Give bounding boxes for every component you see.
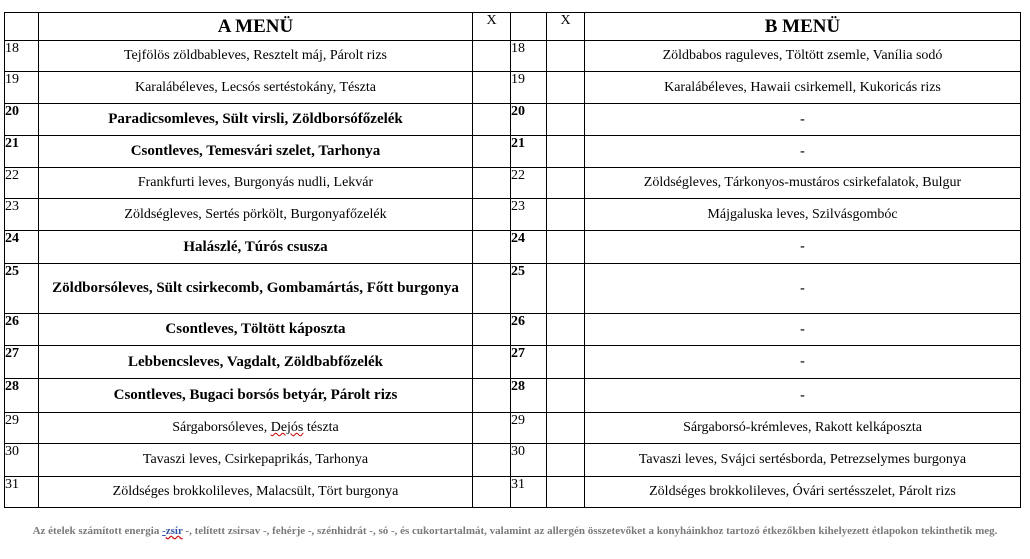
a-menu-x-checkbox-cell[interactable]	[473, 72, 511, 104]
b-menu-x-checkbox-cell[interactable]	[547, 41, 585, 72]
menu-table	[4, 12, 1021, 508]
b-day-number: 26	[511, 314, 547, 346]
b-menu-dishes: -	[585, 104, 1021, 136]
a-day-number: 23	[5, 199, 39, 231]
a-menu-x-checkbox-cell[interactable]	[473, 477, 511, 508]
a-menu-x-checkbox-cell[interactable]	[473, 444, 511, 477]
a-day-number: 31	[5, 477, 39, 508]
a-menu-dishes: Frankfurti leves, Burgonyás nudli, Lekvár	[39, 168, 473, 199]
a-menu-x-checkbox-cell[interactable]	[473, 136, 511, 168]
b-menu-dishes: Sárgaborsó-krémleves, Rakott kelkáposzta	[585, 413, 1021, 444]
a-day-number: 30	[5, 444, 39, 477]
b-menu-dishes: Májgaluska leves, Szilvásgombóc	[585, 199, 1021, 231]
menu-row	[5, 346, 1021, 379]
menu-row	[5, 477, 1021, 508]
b-menu-x-checkbox-cell[interactable]	[547, 168, 585, 199]
b-day-number: 24	[511, 231, 547, 264]
menu-row	[5, 264, 1021, 314]
menu-row	[5, 199, 1021, 231]
b-menu-dishes: Tavaszi leves, Svájci sertésborda, Petrezselymes burgonya	[585, 444, 1021, 477]
a-day-number: 28	[5, 379, 39, 413]
b-menu-dishes: Karalábéleves, Hawaii csirkemell, Kukoricás rizs	[585, 72, 1021, 104]
b-day-number: 21	[511, 136, 547, 168]
b-menu-dishes: -	[585, 379, 1021, 413]
header-row	[5, 13, 1021, 41]
b-menu-x-checkbox-cell[interactable]	[547, 413, 585, 444]
b-menu-dishes: Zöldséges brokkolileves, Óvári sertésszelet, Párolt rizs	[585, 477, 1021, 508]
b-menu-x-checkbox-cell[interactable]	[547, 314, 585, 346]
b-menu-dishes: -	[585, 264, 1021, 314]
b-day-number: 22	[511, 168, 547, 199]
b-menu-x-heading: X	[547, 13, 585, 41]
a-menu-x-checkbox-cell[interactable]	[473, 379, 511, 413]
menu-row	[5, 444, 1021, 477]
header-blank-cell	[5, 13, 39, 41]
header-blank-cell-2	[511, 13, 547, 41]
b-menu-dishes: -	[585, 231, 1021, 264]
a-menu-dishes: Halászlé, Túrós csusza	[39, 231, 473, 264]
a-day-number: 25	[5, 264, 39, 314]
b-day-number: 23	[511, 199, 547, 231]
b-menu-x-checkbox-cell[interactable]	[547, 136, 585, 168]
a-dish-misspelled-word: Dejós	[270, 420, 304, 435]
a-day-number: 18	[5, 41, 39, 72]
b-day-number: 31	[511, 477, 547, 508]
a-menu-dishes: Zöldborsóleves, Sült csirkecomb, Gombamártás, Főtt burgonya	[39, 264, 473, 314]
a-menu-x-checkbox-cell[interactable]	[473, 168, 511, 199]
b-day-number: 25	[511, 264, 547, 314]
a-menu-dishes: Csontleves, Töltött káposzta	[39, 314, 473, 346]
a-menu-dishes	[39, 413, 473, 444]
menu-row	[5, 104, 1021, 136]
footer-link[interactable]: -	[162, 525, 166, 537]
footer-text-part2: -, telített zsírsav -, fehérje -, szénhidrát -, só -, és cukortartalmát, valamint az allergén összetevőket a konyháinkhoz tartozó étkezőkben kihelyezett étlapokon tekinthetik meg.	[182, 525, 998, 537]
a-day-number: 26	[5, 314, 39, 346]
a-menu-dishes: Csontleves, Temesvári szelet, Tarhonya	[39, 136, 473, 168]
b-menu-x-checkbox-cell[interactable]	[547, 104, 585, 136]
menu-row	[5, 413, 1021, 444]
b-menu-x-checkbox-cell[interactable]	[547, 231, 585, 264]
a-day-number: 29	[5, 413, 39, 444]
footer-spell-word: zsír	[165, 525, 183, 537]
a-menu-heading: A MENÜ	[39, 13, 473, 41]
b-menu-x-checkbox-cell[interactable]	[547, 199, 585, 231]
b-menu-x-checkbox-cell[interactable]	[547, 444, 585, 477]
a-day-number: 24	[5, 231, 39, 264]
b-menu-x-checkbox-cell[interactable]	[547, 72, 585, 104]
a-menu-x-checkbox-cell[interactable]	[473, 199, 511, 231]
b-menu-x-checkbox-cell[interactable]	[547, 379, 585, 413]
a-menu-x-checkbox-cell[interactable]	[473, 231, 511, 264]
a-menu-x-checkbox-cell[interactable]	[473, 104, 511, 136]
a-menu-x-checkbox-cell[interactable]	[473, 264, 511, 314]
b-menu-dishes: Zöldbabos raguleves, Töltött zsemle, Vanília sodó	[585, 41, 1021, 72]
b-menu-x-checkbox-cell[interactable]	[547, 264, 585, 314]
a-menu-x-checkbox-cell[interactable]	[473, 346, 511, 379]
menu-row	[5, 41, 1021, 72]
footer-text-part1: Az ételek számított energia	[32, 525, 163, 537]
b-day-number: 28	[511, 379, 547, 413]
b-day-number: 18	[511, 41, 547, 72]
a-dish-text-end: tészta	[303, 420, 339, 435]
a-day-number: 19	[5, 72, 39, 104]
b-day-number: 29	[511, 413, 547, 444]
a-day-number: 20	[5, 104, 39, 136]
a-menu-dishes: Tejfölös zöldbableves, Resztelt máj, Párolt rizs	[39, 41, 473, 72]
b-menu-dishes: Zöldségleves, Tárkonyos-mustáros csirkefalatok, Bulgur	[585, 168, 1021, 199]
b-day-number: 19	[511, 72, 547, 104]
a-menu-dishes: Zöldségleves, Sertés pörkölt, Burgonyafőzelék	[39, 199, 473, 231]
a-day-number: 22	[5, 168, 39, 199]
a-day-number: 21	[5, 136, 39, 168]
a-menu-x-checkbox-cell[interactable]	[473, 413, 511, 444]
a-menu-dishes: Paradicsomleves, Sült virsli, Zöldborsófőzelék	[39, 104, 473, 136]
b-menu-dishes: -	[585, 136, 1021, 168]
a-menu-dishes: Lebbencsleves, Vagdalt, Zöldbabfőzelék	[39, 346, 473, 379]
a-menu-dishes: Csontleves, Bugaci borsós betyár, Párolt rizs	[39, 379, 473, 413]
b-day-number: 20	[511, 104, 547, 136]
a-menu-x-heading: X	[473, 13, 511, 41]
b-menu-x-checkbox-cell[interactable]	[547, 346, 585, 379]
b-day-number: 30	[511, 444, 547, 477]
a-menu-dishes: Zöldséges brokkolileves, Malacsült, Tört burgonya	[39, 477, 473, 508]
b-day-number: 27	[511, 346, 547, 379]
b-menu-heading: B MENÜ	[585, 13, 1021, 41]
b-menu-x-checkbox-cell[interactable]	[547, 477, 585, 508]
menu-row	[5, 314, 1021, 346]
a-menu-dishes: Tavaszi leves, Csirkepaprikás, Tarhonya	[39, 444, 473, 477]
a-dish-text: Sárgaborsóleves,	[172, 420, 271, 435]
a-menu-dishes: Karalábéleves, Lecsós sertéstokány, Tészta	[39, 72, 473, 104]
a-menu-x-checkbox-cell[interactable]	[473, 41, 511, 72]
menu-row	[5, 379, 1021, 413]
b-menu-dishes: -	[585, 314, 1021, 346]
menu-row	[5, 231, 1021, 264]
a-menu-x-checkbox-cell[interactable]	[473, 314, 511, 346]
menu-row	[5, 72, 1021, 104]
menu-row	[5, 168, 1021, 199]
a-day-number: 27	[5, 346, 39, 379]
b-menu-dishes: -	[585, 346, 1021, 379]
allergen-footer-note	[0, 523, 1030, 539]
menu-row	[5, 136, 1021, 168]
